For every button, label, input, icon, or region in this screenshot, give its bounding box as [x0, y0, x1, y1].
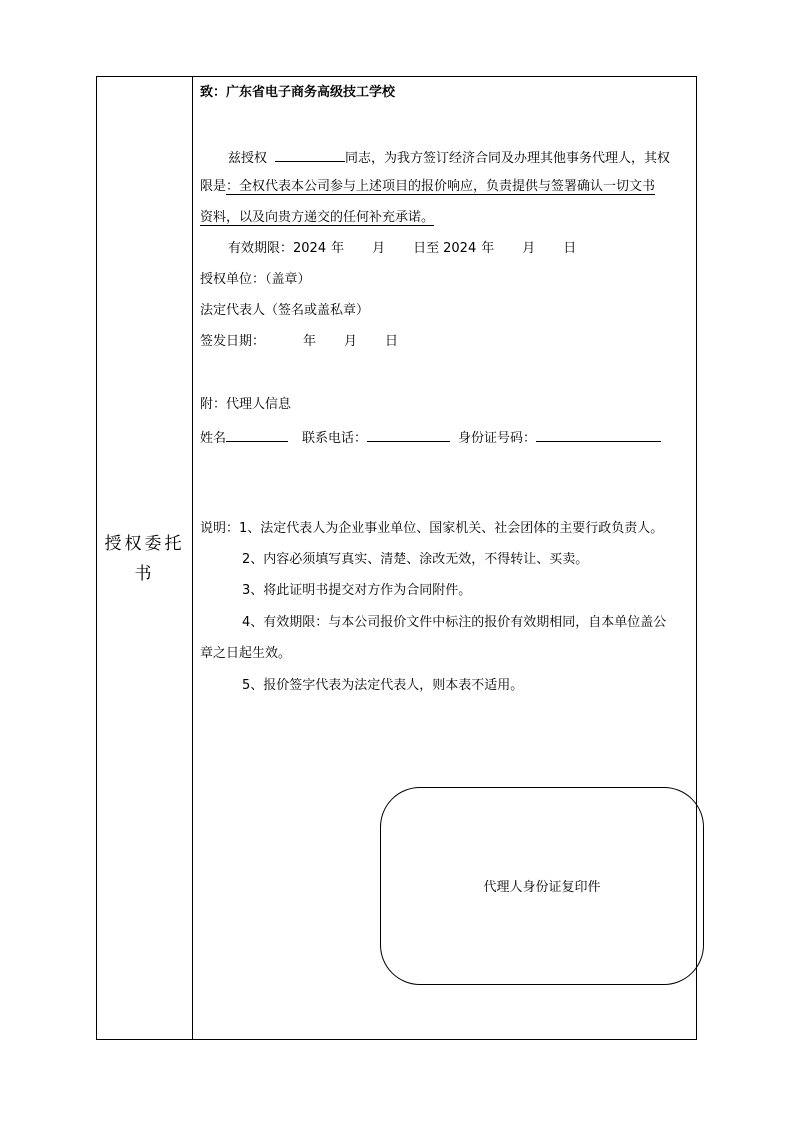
- validity-line: [228, 240, 576, 258]
- agent-name-field[interactable]: [226, 427, 288, 442]
- agent-name-blank[interactable]: [275, 147, 345, 162]
- issue-date-day: 日: [385, 334, 399, 349]
- validity-day-to: 日至: [413, 241, 440, 256]
- authorization-text-1: 同志，为我方签订经济合同及办理其他事务代理人，其权: [345, 151, 671, 166]
- recipient-line: 致：广东省电子商务高级技工学校: [200, 85, 396, 100]
- legal-representative: 法定代表人（签名或盖私章）: [200, 303, 370, 318]
- note-3: 3、将此证明书提交对方作为合同附件。: [242, 583, 472, 598]
- agent-id-field[interactable]: [536, 427, 661, 442]
- side-label-line2: 书: [134, 564, 155, 584]
- side-label: [97, 529, 192, 589]
- side-label-line1: 授权委托: [104, 534, 185, 554]
- note-2: 2、内容必须填写真实、清楚、涂改无效，不得转让、买卖。: [242, 552, 589, 567]
- authorization-letter-table: [96, 76, 697, 1040]
- agent-id-label: 身份证号码：: [458, 431, 537, 446]
- issue-date-line: [200, 333, 398, 351]
- authorization-line-3: [200, 209, 434, 227]
- issue-date-year: 年: [303, 334, 317, 349]
- issue-date-month: 月: [344, 334, 358, 349]
- validity-year-2: 2024: [443, 241, 477, 256]
- column-divider: [192, 77, 193, 1039]
- note-5: 5、报价签字代表为法定代表人，则本表不适用。: [242, 678, 524, 693]
- validity-month-unit-1: 月: [372, 241, 386, 256]
- note-1: 说明：1、法定代表人为企业事业单位、国家机关、社会团体的主要行政负责人。: [200, 521, 664, 536]
- validity-label: 有效期限：2024: [228, 241, 327, 256]
- id-copy-box: [380, 787, 704, 985]
- authorization-line-2: [200, 178, 655, 196]
- issue-date-label: 签发日期：: [200, 334, 266, 349]
- agent-info-line: [200, 427, 661, 448]
- authorizing-unit: 授权单位：（盖章）: [200, 272, 311, 287]
- validity-day-unit-2: 日: [563, 241, 577, 256]
- validity-year-unit-1: 年: [331, 241, 345, 256]
- agent-phone-label: 联系电话：: [302, 431, 368, 446]
- authorization-text-3: 资料，以及向贵方递交的任何补充承诺。: [200, 210, 435, 225]
- agent-name-label: 姓名: [200, 431, 227, 446]
- validity-month-unit-2: 月: [522, 241, 536, 256]
- note-4a: 4、有效期限：与本公司报价文件中标注的报价有效期相同，自本单位盖公: [242, 615, 667, 630]
- agent-phone-field[interactable]: [367, 427, 450, 442]
- authorization-text-2a: 限是: [200, 179, 227, 194]
- id-copy-label: 代理人身份证复印件: [483, 880, 601, 895]
- authorization-prefix: 兹授权: [228, 151, 268, 166]
- validity-year-unit-2: 年: [481, 241, 495, 256]
- authorization-scope: ：全权代表本公司参与上述项目的报价响应，负责提供与签署确认一切文书: [226, 179, 656, 194]
- agent-info-heading: 附：代理人信息: [200, 397, 292, 412]
- note-4b: 章之日起生效。: [200, 646, 292, 661]
- authorization-line-1: [228, 147, 670, 168]
